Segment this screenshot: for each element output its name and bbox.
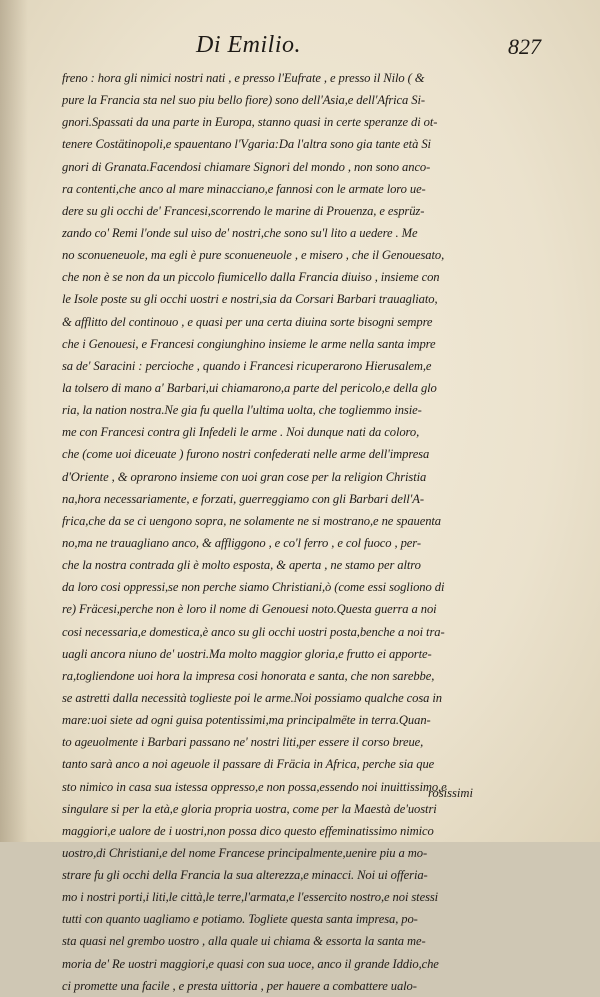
text-line: gnori.Spassati da una parte in Europa, stanno quasi in certe speranze di ot- [62,115,438,130]
text-line: la tolsero di mano a' Barbari,ui chiamarono,a parte del pericolo,e della glo [62,380,437,395]
text-line: ria, la nation nostra.Ne gia fu quella l'ultima uolta, che togliemmo insie- [62,403,422,418]
text-line: tanto sarà anco a noi ageuole il passare di Fräcia in Africa, perche sia que [62,757,435,772]
text-line: ra contenti,che anco al mare minacciano,e fannosi con le armate loro ue- [62,181,426,196]
body-text [62,67,562,997]
text-line: che non è se non da un piccolo fiumicello dalla Francia diuiso , insieme con [62,270,440,285]
text-line: dere su gli occhi de' Francesi,scorrendo le marine di Prouenza, e esprüz- [62,203,425,218]
text-line: frica,che da se ci uengono sopra, ne solamente ne si mostrano,e ne spauenta [62,513,441,528]
show-through-ink [150,38,155,63]
text-line: mo i nostri porti,i liti,le città,le terre,l'armata,e l'essercito nostro,e noi stessi [62,890,439,905]
text-line: na,hora necessariamente, e forzati, guerreggiamo con gli Barbari dell'A- [62,491,424,506]
text-line: se astretti dalla necessità toglieste poi le arme.Noi possiamo qualche cosa in [62,690,442,705]
text-line: da loro cosi oppressi,se non perche siamo Christiani,ò (come essi sogliono di [62,580,445,595]
text-line: maggiori,e ualore de i uostri,non possa dico questo effeminatissimo nimico [62,823,434,838]
running-head: Di Emilio. [196,32,301,58]
text-line: le Isole poste su gli occhi uostri e nostri,sia da Corsari Barbari trauagliato, [62,292,438,307]
text-line: che i Genouesi, e Francesi congiunghino insieme le arme nella santa impre [62,336,436,351]
page-number: 827 [508,34,541,59]
text-line: moria de' Re uostri maggiori,e quasi con sua uoce, anco il grande Iddio,che [62,956,439,971]
text-line: sta quasi nel grembo uostro , alla quale ui chiama & essorta la santa me- [62,934,426,949]
text-line: gnori di Granata.Facendosi chiamare Signori del mondo , non sono anco- [62,159,431,174]
text-line: no sconueneuole, ma egli è pure sconueneuole , e misero , che il Genouesato, [62,248,445,263]
text-line: me con Francesi contra gli Infedeli le arme . Noi dunque nati da coloro, [62,425,420,440]
text-line: freno : hora gli nimici nostri nati , e presso l'Eufrate , e presso il Nilo ( & [62,71,425,85]
text-line: cosi necessaria,e domestica,è anco su gli occhi uostri posta,benche a noi tra- [62,624,445,639]
text-line: tutti con quanto uagliamo e potiamo. Togliete questa santa impresa, po- [62,912,418,927]
text-line: tenere Costätinopoli,e spauentano l'Vgaria:Da l'altra sono gia tante età Si [62,137,431,152]
catchword: rosissimi [428,786,474,800]
text-line: singulare si per la età,e gloria propria uostra, come per la Maestà de'uostri [62,801,437,816]
text-line: re) Fräcesi,perche non è loro il nome di Genouesi noto.Questa guerra a noi [62,602,437,617]
text-line: sto nimico in casa sua istessa oppresso,e non possa,essendo noi inuittissimo,e [62,779,447,794]
text-line: to ageuolmente i Barbari passano ne' nostri liti,per essere il corso breue, [62,735,424,750]
text-line: uostro,di Christiani,e del nome Francese principalmente,uenire piu a mo- [62,845,428,860]
text-line: mare:uoi siete ad ogni guisa potentissimi,ma principalmëte in terra.Quan- [62,713,431,728]
text-line: & afflitto del continouo , e quasi per una certa diuina sorte bisogni sempre [62,314,433,329]
text-line: no,ma ne trauagliano anco, & affliggono , e co'l ferro , e col fuoco , per- [62,535,421,550]
text-line: che la nostra contrada gli è molto esposta, & aperta , ne stamo per altro [62,558,421,573]
text-line: uagli ancora niuno de' uostri.Ma molto maggior gloria,e frutto ei apporte- [62,646,432,661]
text-line: strare fu gli occhi della Francia la sua alterezza,e minacci. Noi ui offeria- [62,868,428,883]
text-line: ci promette una facile , e presta uittoria , per hauere a combattere ualo- [62,978,417,993]
text-line: d'Oriente , & oprarono insieme con uoi gran cose per la religion Christia [62,469,427,484]
text-line: sa de' Saracini : percioche , quando i Francesi ricuperarono Hierusalem,e [62,358,432,373]
text-line: che (come uoi diceuate ) furono nostri confederati nelle arme dell'impresa [62,447,430,462]
text-line: ra,togliendone uoi hora la impresa cosi honorata e santa, che non sarebbe, [62,668,435,683]
text-line: pure la Francia sta nel suo piu bello fiore) sono dell'Asia,e dell'Africa Si- [62,93,425,108]
text-line: zando co' Remi l'onde sul uiso de' nostri,che sono su'l lito a uedere . Me [62,225,418,240]
